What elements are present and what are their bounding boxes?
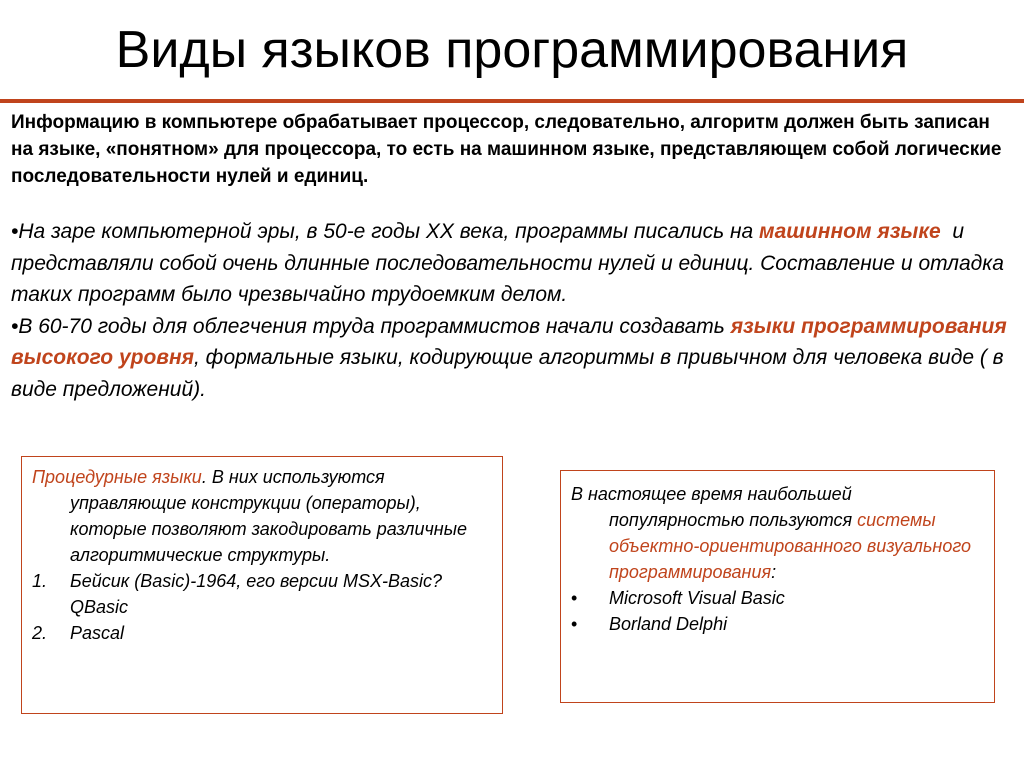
list-item (571, 611, 986, 637)
bullet-marker: • (571, 588, 578, 608)
list-item-text: Pascal (70, 623, 125, 643)
bullet1-prefix: •На заре компьютерной эры, в 50-е годы XX века, программы писались на (11, 220, 760, 243)
list-marker: 1. (32, 571, 48, 591)
list-item (571, 585, 986, 611)
bullet2-suffix: , формальные языки, кодирующие алгоритмы в привычном для человека виде ( в виде предложений). (11, 346, 1004, 401)
oop-highlight: системы объектно-ориентированного визуального программирования (609, 510, 972, 582)
list-item (32, 620, 494, 646)
oop-suffix: : (771, 562, 777, 582)
bullet1-suffix: и представляли собой очень длинные последовательности нулей и единиц. Составление и отладка таких программ было чрезвычайно трудоемким делом. (11, 220, 1010, 306)
list-item-text: Borland Delphi (609, 614, 728, 634)
oop-description (571, 481, 986, 585)
title-divider (0, 99, 1024, 103)
bullet2-prefix: •В 60-70 годы для облегчения труда программистов начали создавать (11, 314, 731, 338)
procedural-description (32, 464, 494, 568)
procedural-heading: Процедурные языки (32, 467, 202, 487)
list-item-text: Microsoft Visual Basic (609, 588, 785, 608)
list-item (32, 568, 494, 620)
procedural-languages-box (21, 456, 503, 714)
intro-paragraph: Информацию в компьютере обрабатывает процессор, следовательно, алгоритм должен быть записан на языке, «понятном» для процессора, то есть на машинном языке, представляющем собой логические последовательности нулей и единиц. (11, 112, 1002, 187)
list-marker: 2. (32, 623, 48, 643)
oop-prefix: В настоящее время наибольшей популярностью пользуются (571, 484, 858, 530)
list-item-text: Бейсик (Basic)-1964, его версии MSX-Basic? QBasic (70, 571, 443, 617)
bullet-machine-language (11, 216, 1016, 311)
high-level-languages-highlight: языки программирования высокого уровня (11, 314, 1007, 369)
bullet-high-level-languages (11, 311, 1016, 406)
bullet-marker: • (571, 614, 578, 634)
procedural-list (32, 568, 494, 646)
slide-title: Виды языков программирования (115, 21, 909, 79)
machine-language-highlight: машинном языке (759, 220, 941, 243)
oop-list (571, 585, 986, 637)
oop-visual-box (560, 470, 995, 703)
history-bullets (11, 216, 1016, 405)
procedural-text: . В них используются управляющие конструкции (операторы), которые позволяют закодировать различные алгоритмические структуры. (70, 467, 467, 565)
